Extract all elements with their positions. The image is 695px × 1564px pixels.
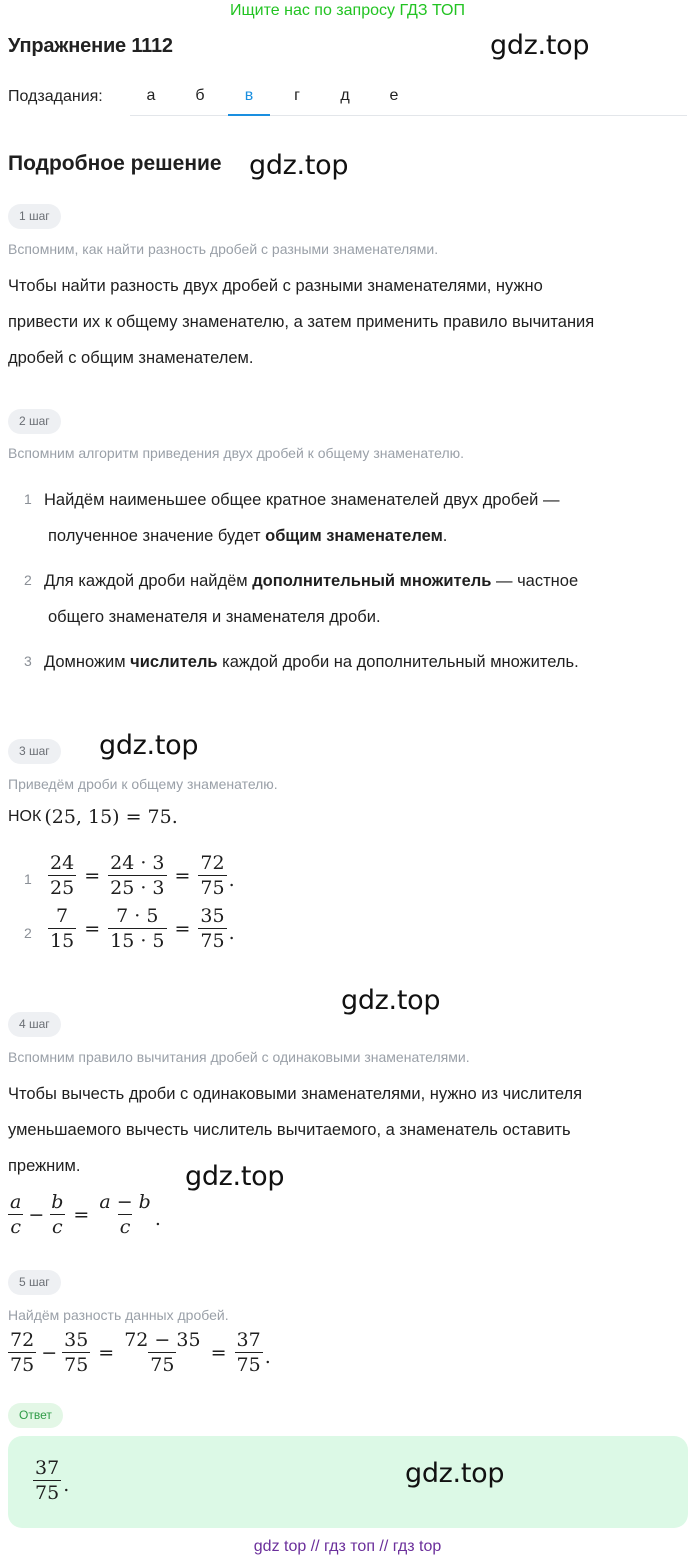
- lcm-value: 75.: [147, 806, 178, 828]
- tab-a[interactable]: а: [146, 87, 156, 104]
- text-line: уменьшаемого вычесть числитель вычитаемого, а знаменатель оставить: [8, 1121, 571, 1139]
- tab-g[interactable]: г: [294, 87, 300, 104]
- step-2-hint: Вспомним алгоритм приведения двух дробей к общему знаменателю.: [8, 445, 465, 461]
- subtraction-rule-formula: $\frac{a}{c}$ − $\frac{b}{c}$ = $\frac{a - b}{c}$ .: [10, 1191, 161, 1238]
- promo-banner[interactable]: Ищите нас по запросу ГДЗ ТОП: [230, 2, 465, 19]
- watermark: gdz.top: [405, 1458, 505, 1489]
- fraction: $\frac{a - b}{c}$: [99, 1191, 151, 1238]
- step-4-chip: 4 шаг: [8, 1012, 61, 1037]
- text-line: Чтобы найти разность двух дробей с разными знаменателями, нужно: [8, 277, 543, 295]
- list-item-text: Домножим числитель каждой дроби на дополнительный множитель.: [44, 653, 579, 671]
- fraction: $\frac{72}{75}$: [200, 852, 225, 899]
- fraction: $\frac{35}{75}$: [64, 1329, 89, 1376]
- lcm-args: (25, 15): [44, 806, 120, 828]
- list-number: 1: [24, 491, 32, 507]
- tab-d[interactable]: д: [340, 87, 350, 104]
- watermark: gdz.top: [249, 150, 349, 181]
- page-title: Упражнение 1112: [8, 35, 173, 57]
- difference-calculation: $\frac{72}{75}$ − $\frac{35}{75}$ = $\frac{72 - 35}{75}$ = $\frac{37}{75}$ .: [10, 1329, 271, 1376]
- subtasks-label: Подзадания:: [8, 88, 103, 105]
- step-4-hint: Вспомним правило вычитания дробей с одинаковыми знаменателями.: [8, 1049, 470, 1065]
- step-1-chip: 1 шаг: [8, 204, 61, 229]
- equals-sign: =: [125, 806, 142, 828]
- step-3-hint: Приведём дроби к общему знаменателю.: [8, 776, 278, 792]
- text-line: Чтобы вычесть дроби с одинаковыми знаменателями, нужно из числителя: [8, 1085, 583, 1103]
- footer-links[interactable]: gdz top // гдз топ // гдз top: [253, 1538, 442, 1555]
- list-number: 2: [24, 572, 32, 588]
- text-line: дробей с общим знаменателем.: [8, 349, 254, 367]
- fraction: $\frac{72 - 35}{75}$: [124, 1329, 201, 1376]
- step-3-chip: 3 шаг: [8, 739, 61, 764]
- fraction: $\frac{7 \cdot 5}{15 \cdot 5}$: [110, 905, 165, 952]
- watermark: gdz.top: [185, 1161, 285, 1192]
- step-1-hint: Вспомним, как найти разность дробей с разными знаменателями.: [8, 241, 439, 257]
- solution-heading: Подробное решение: [8, 152, 222, 175]
- fraction: $\frac{7}{15}$: [50, 905, 75, 952]
- tab-b[interactable]: б: [195, 87, 205, 104]
- fraction: $\frac{24}{25}$: [50, 852, 75, 899]
- fraction-conversion-1: $\frac{24}{25}$ = $\frac{24 \cdot 3}{25 \cdot 3}$ = $\frac{72}{75}$ .: [50, 852, 235, 899]
- fraction: $\frac{72}{75}$: [10, 1329, 35, 1376]
- step-2-chip: 2 шаг: [8, 409, 61, 434]
- fraction: $\frac{37}{75}$: [236, 1329, 261, 1376]
- list-number: 3: [24, 653, 32, 669]
- tab-v[interactable]: в: [228, 78, 270, 116]
- list-item-text: общего знаменателя и знаменателя дроби.: [48, 608, 381, 626]
- watermark: gdz.top: [490, 30, 590, 61]
- subtask-tabs: [130, 78, 687, 116]
- fraction: $\frac{24 \cdot 3}{25 \cdot 3}$: [110, 852, 165, 899]
- list-item-text: Найдём наименьшее общее кратное знаменателей двух дробей —: [44, 491, 560, 509]
- fraction: $\frac{a}{c}$: [10, 1191, 22, 1238]
- fraction-conversion-2: $\frac{7}{15}$ = $\frac{7 \cdot 5}{15 \cdot 5}$ = $\frac{35}{75}$ .: [50, 905, 235, 952]
- answer-box: [8, 1436, 688, 1528]
- lcm-label: НОК: [8, 808, 42, 825]
- watermark: gdz.top: [99, 730, 199, 761]
- watermark: gdz.top: [341, 985, 441, 1016]
- text-line: прежним.: [8, 1157, 81, 1175]
- fraction: $\frac{b}{c}$: [51, 1191, 64, 1238]
- fraction: $\frac{35}{75}$: [200, 905, 225, 952]
- list-item-text: полученное значение будет общим знаменателем.: [48, 527, 448, 545]
- step-4-text: [8, 1076, 678, 1184]
- step-5-chip: 5 шаг: [8, 1270, 61, 1295]
- answer-value: $\frac{37}{75}$ .: [35, 1457, 70, 1504]
- list-number: 1: [24, 871, 32, 887]
- lcm-line: [8, 806, 178, 828]
- text-line: привести их к общему знаменателю, а затем применить правило вычитания: [8, 313, 595, 331]
- list-item-text: Для каждой дроби найдём дополнительный множитель — частное: [44, 572, 579, 590]
- list-number: 2: [24, 925, 32, 941]
- answer-chip: Ответ: [8, 1403, 63, 1428]
- tab-e[interactable]: е: [389, 87, 399, 104]
- step-1-text: [8, 268, 678, 376]
- step-5-hint: Найдём разность данных дробей.: [8, 1307, 229, 1323]
- fraction: $\frac{37}{75}$: [35, 1457, 60, 1504]
